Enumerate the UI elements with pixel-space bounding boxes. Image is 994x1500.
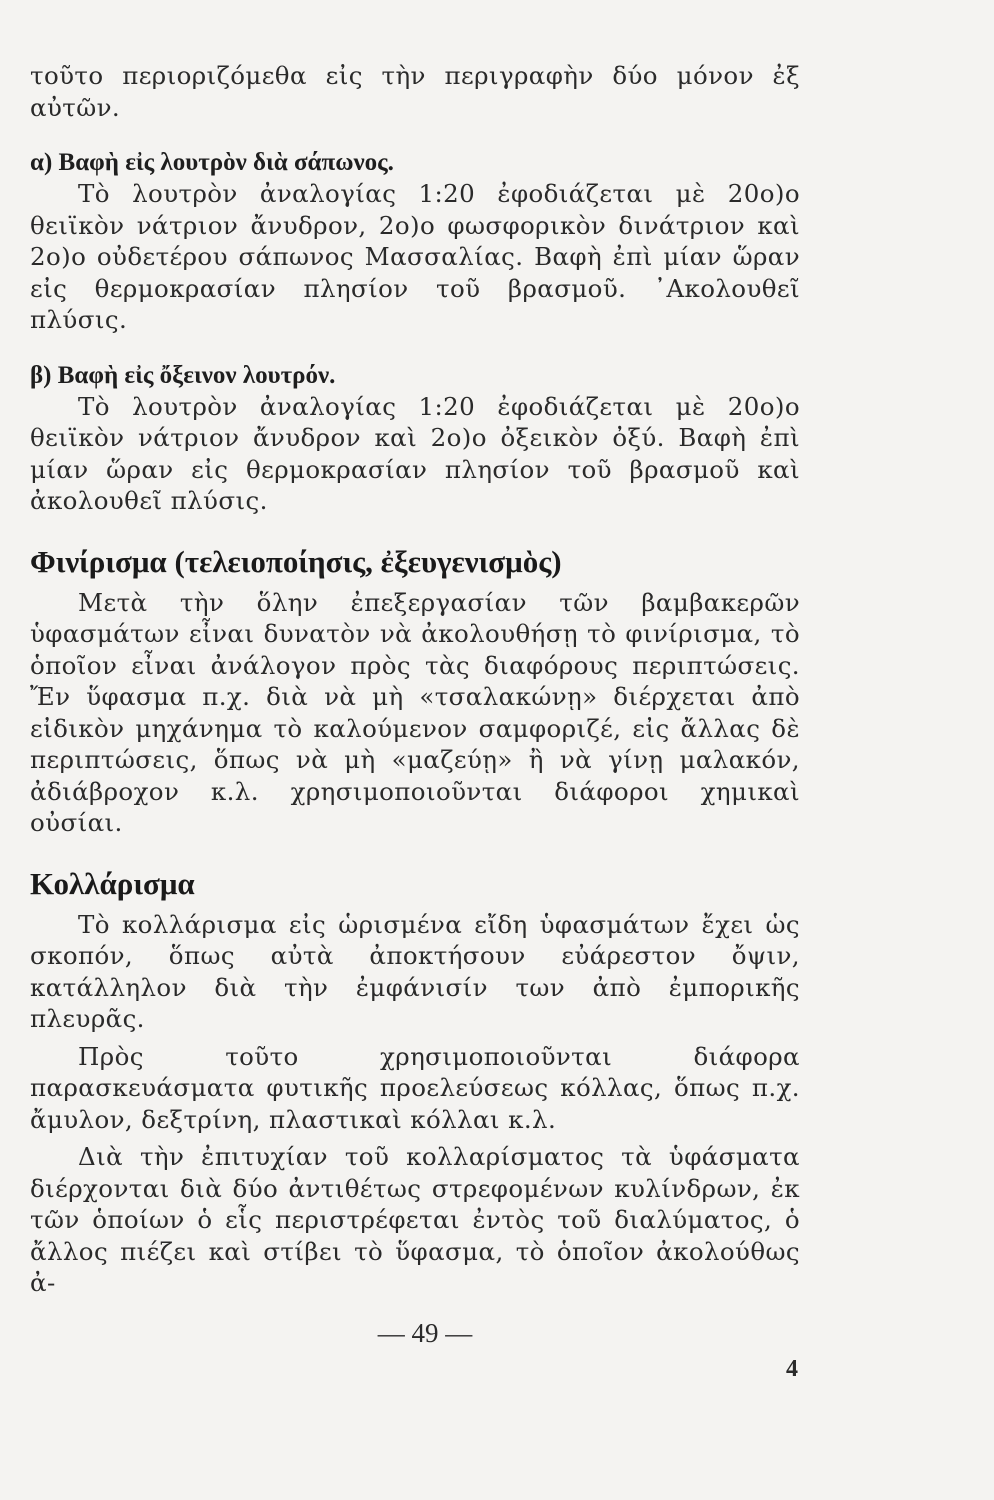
subheading-soap-bath: α) Βαφὴ εἰς λουτρὸν διὰ σάπωνος. [30,149,394,176]
heading-starching: Κολλάρισμα [30,865,195,901]
heading-finishing: Φινίρισμα (τελειοποίησις, ἐξευγενισμὸς) [30,543,562,579]
intro-paragraph: τοῦτο περιοριζόμεθα εἰς τὴν περιγραφὴν δύο μόνον ἐξ αὐτῶν. [30,61,800,122]
paragraph-soap-bath: Τὸ λουτρὸν ἀναλογίας 1:20 ἐφοδιάζεται μὲ 20ο)ο θειϊκὸν νάτριον ἄνυδρον, 2ο)ο φωσφορικὸν δινάτριον καὶ 2ο)ο οὐδετέρου σάπωνος Μασσαλίας. Βαφὴ ἐπὶ μίαν ὥραν εἰς θερμοκρασίαν πλησίον τοῦ βρασμοῦ. ᾿Ακολουθεῖ πλύσις. [30,179,800,334]
paragraph-acid-bath: Τὸ λουτρὸν ἀναλογίας 1:20 ἐφοδιάζεται μὲ 20ο)ο θειϊκὸν νάτριον ἄνυδρον καὶ 2ο)ο ὀξεικὸν ὀξύ. Βαφὴ ἐπὶ μίαν ὥραν εἰς θερμοκρασίαν πλησίον τοῦ βρασμοῦ καὶ ἀκολουθεῖ πλύσις. [30,391,800,515]
page-body [30,60,800,1299]
subheading-acid-bath: β) Βαφὴ εἰς ὄξεινον λουτρόν. [30,361,336,389]
signature-mark: 4 [786,1356,798,1382]
paragraph-starching-2: Πρὸς τοῦτο χρησιμοποιοῦνται διάφορα παρασκευάσματα φυτικῆς προελεύσεως κόλλας, ὅπως π.χ. ἄμυλον, δεξτρίνη, πλαστικαὶ κόλλαι κ.λ. [30,1041,800,1134]
paragraph-starching-3: Διὰ τὴν ἐπιτυχίαν τοῦ κολλαρίσματος τὰ ὑφάσματα διέρχονται διὰ δύο ἀντιθέτως στρεφομένων κυλίνδρων, ἐκ τῶν ὁποίων ὁ εἷς περιστρέφεται ἐντὸς τοῦ διαλύματος, ὁ ἄλλος πιέζει καὶ στίβει τὸ ὕφασμα, τὸ ὁποῖον ἀκολούθως ἀ- [30,1142,800,1297]
paragraph-starching-1: Τὸ κολλάρισμα εἰς ὡρισμένα εἴδη ὑφασμάτων ἔχει ὡς σκοπόν, ὅπως αὐτὰ ἀποκτήσουν εὐάρεστον ὄψιν, κατάλληλον διὰ τὴν ἐμφάνισίν των ἀπὸ ἐμπορικῆς πλευρᾶς. [30,909,800,1033]
paragraph-finishing: Μετὰ τὴν ὅλην ἐπεξεργασίαν τῶν βαμβακερῶν ὑφασμάτων εἶναι δυνατὸν νὰ ἀκολουθήσῃ τὸ φινίρισμα, τὸ ὁποῖον εἶναι ἀνάλογον πρὸς τὰς διαφόρους περιπτώσεις. Ἔν ὕφασμα π.χ. διὰ νὰ μὴ «τσαλακώνῃ» διέρχεται ἀπὸ εἰδικὸν μηχάνημα τὸ καλούμενον σαμφοριζέ, εἰς ἄλλας δὲ περιπτώσεις, ὅπως νὰ μὴ «μαζεύῃ» ἢ νὰ γίνῃ μαλακόν, ἀδιάβροχον κ.λ. χρησιμοποιοῦνται διάφοροι χημικαὶ οὐσίαι. [30,587,800,837]
page-number: — 49 — [377,1318,473,1348]
